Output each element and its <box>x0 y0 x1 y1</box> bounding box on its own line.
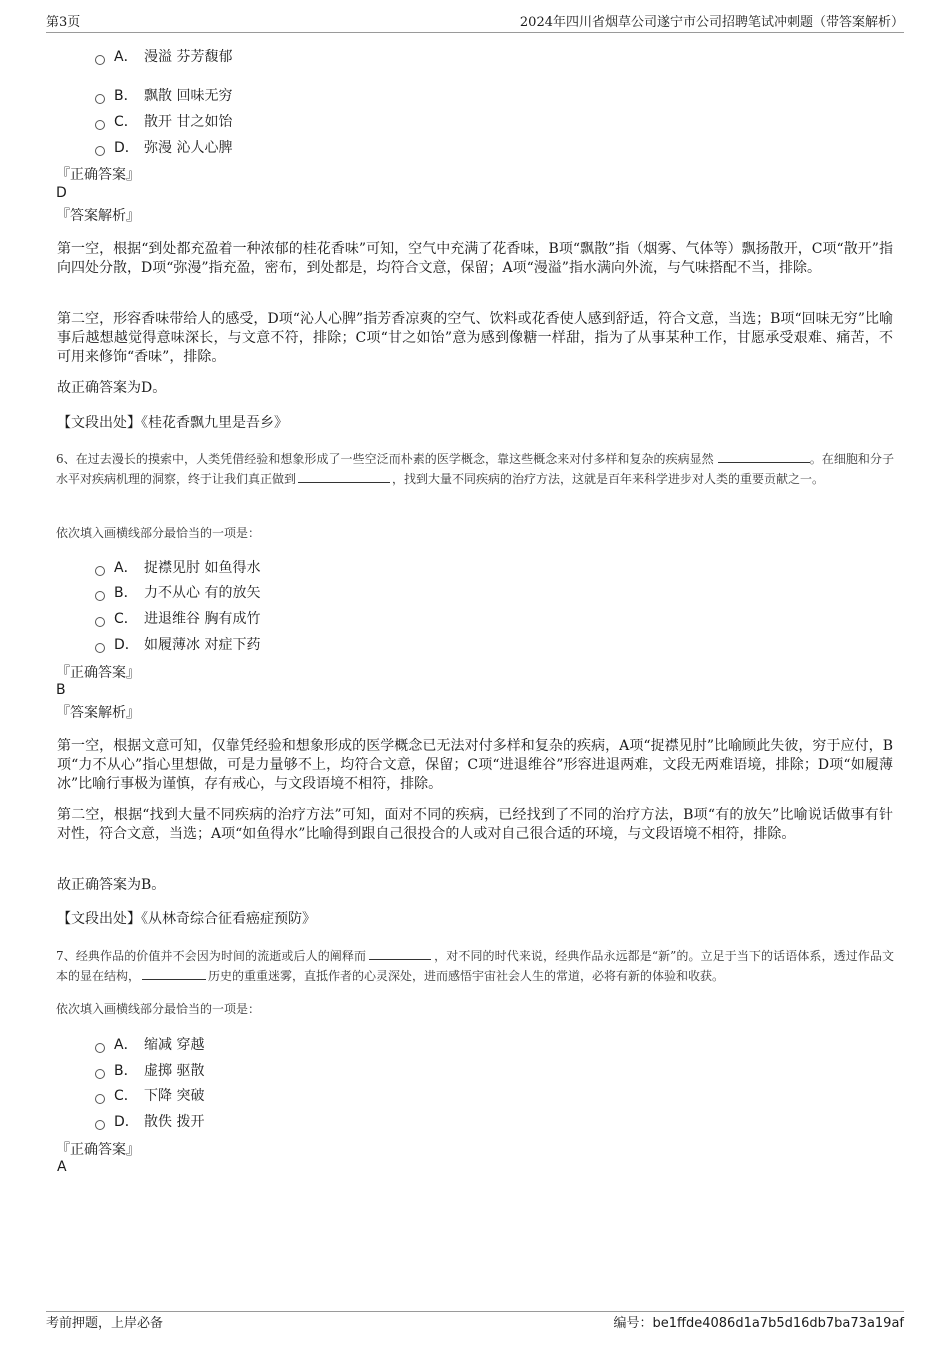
q7-answer-value: A <box>57 1159 67 1175</box>
q7-blank-2 <box>142 967 206 980</box>
code-value: be1ffde4086d1a7b5d16db7ba73a19af <box>652 1316 904 1331</box>
radio-icon[interactable] <box>95 1094 105 1104</box>
q6-blank-2 <box>298 470 390 483</box>
radio-icon[interactable] <box>95 55 105 65</box>
radio-icon[interactable] <box>95 1120 105 1130</box>
q7-option-d[interactable]: D． 散佚 拨开 <box>95 1112 204 1132</box>
q5-analysis-conclusion: 故正确答案为D。 <box>57 380 167 396</box>
q6-option-a[interactable]: A． 捉襟见肘 如鱼得水 <box>95 558 260 578</box>
code-label: 编号： <box>613 1316 653 1331</box>
q5-source: 【文段出处】《桂花香飘九里是吾乡》 <box>57 415 288 431</box>
q7-answer-label: 『正确答案』 <box>56 1142 140 1158</box>
document-title: 2024年四川省烟草公司遂宁市公司招聘笔试冲刺题（带答案解析） <box>519 15 904 30</box>
q6-stem: 6、在过去漫长的摸索中，人类凭借经验和想象形成了一些空泛而朴素的医学概念，靠这些概念来对付多样和复杂的疾病显然 。在细胞和分子水平对疾病机理的洞察，终于让我们真正做到 ，找到大量不同疾病的治疗方法，这就是百年来科学进步对人类的重要贡献之一。 <box>56 452 894 486</box>
q7-blank-1 <box>369 947 431 960</box>
radio-icon[interactable] <box>95 643 105 653</box>
q6-option-c[interactable]: C． 进退维谷 胸有成竹 <box>95 609 260 629</box>
q6-option-b[interactable]: B． 力不从心 有的放矢 <box>95 583 260 603</box>
q5-analysis-label: 『答案解析』 <box>56 208 140 224</box>
q6-analysis-conclusion: 故正确答案为B。 <box>57 877 166 893</box>
radio-icon[interactable] <box>95 566 105 576</box>
q7-option-a[interactable]: A． 缩减 穿越 <box>95 1035 204 1055</box>
page-header <box>46 14 904 33</box>
q7-option-c[interactable]: C． 下降 突破 <box>95 1086 204 1106</box>
radio-icon[interactable] <box>95 591 105 601</box>
page-number: 第3页 <box>46 15 81 30</box>
page-footer <box>46 1311 904 1331</box>
q6-analysis-label: 『答案解析』 <box>56 705 140 721</box>
q5-option-b[interactable]: B． 飘散 回味无穷 <box>95 86 232 106</box>
footer-slogan: 考前押题，上岸必备 <box>46 1316 164 1331</box>
q5-answer-value: D <box>56 185 67 201</box>
radio-icon[interactable] <box>95 617 105 627</box>
q5-answer-label: 『正确答案』 <box>56 167 140 183</box>
q6-source: 【文段出处】《从林奇综合征看癌症预防》 <box>57 911 316 927</box>
q5-option-c[interactable]: C． 散开 甘之如饴 <box>95 112 232 132</box>
q6-analysis-paragraph-1: 第一空，根据文意可知，仅靠凭经验和想象形成的医学概念已无法对付多样和复杂的疾病，A项“捉襟见肘”比喻顾此失彼，穷于应付，B项“力不从心”指心里想做，可是力量够不上，均符合文意，保留；C项“进退维谷”形容进退两难，文段无两难语境，排除；D项“如履薄冰”比喻行事极为谨慎，存有戒心，与文段语境不相符，排除。 <box>57 738 893 792</box>
q5-analysis-paragraph-2: 第二空，形容香味带给人的感受，D项“沁人心脾”指芳香凉爽的空气、饮料或花香使人感到舒适，符合文意，当选；B项“回味无穷”比喻事后越想越觉得意味深长，与文意不符，排除；C项“甘之如饴”意为感到像糖一样甜，指为了从事某种工作，甘愿承受艰难、痛苦，不可用来修饰“香味”，排除。 <box>57 311 893 365</box>
q6-analysis-paragraph-2: 第二空，根据“找到大量不同疾病的治疗方法”可知，面对不同的疾病，已经找到了不同的治疗方法，B项“有的放矢”比喻说话做事有针对性，符合文意，当选；A项“如鱼得水”比喻得到跟自己很投合的人或对自己很合适的环境，与文段语境不相符，排除。 <box>57 807 893 842</box>
q6-answer-value: B <box>56 682 66 698</box>
q7-option-b[interactable]: B． 虚掷 驱散 <box>95 1061 204 1081</box>
q6-instruction: 依次填入画横线部分最恰当的一项是： <box>56 526 261 540</box>
radio-icon[interactable] <box>95 146 105 156</box>
radio-icon[interactable] <box>95 94 105 104</box>
q5-analysis-paragraph-1: 第一空，根据“到处都充盈着一种浓郁的桂花香味”可知，空气中充满了花香味，B项“飘散”指（烟雾、气体等）飘扬散开，C项“散开”指向四处分散，D项“弥漫”指充盈，密布，到处都是，均符合文意，保留；A项“漫溢”指水满向外流，与气味搭配不当，排除。 <box>57 241 893 276</box>
q5-option-d[interactable]: D． 弥漫 沁人心脾 <box>95 138 232 158</box>
q5-option-a[interactable]: A． 漫溢 芬芳馥郁 <box>95 47 232 67</box>
q6-option-d[interactable]: D． 如履薄冰 对症下药 <box>95 635 260 655</box>
q7-stem: 7、经典作品的价值并不会因为时间的流逝或后人的阐释而 ，对不同的时代来说，经典作品永远都是“新”的。立足于当下的话语体系，透过作品文本的显在结构， 历史的重重迷雾，直抵作者的心灵深处，进而感悟宇宙社会人生的常道，必将有新的体验和收获。 <box>56 949 894 983</box>
radio-icon[interactable] <box>95 1069 105 1079</box>
q7-instruction: 依次填入画横线部分最恰当的一项是： <box>56 1002 261 1016</box>
radio-icon[interactable] <box>95 120 105 130</box>
q6-blank-1 <box>718 450 810 463</box>
document-code <box>614 1315 905 1333</box>
radio-icon[interactable] <box>95 1043 105 1053</box>
q6-answer-label: 『正确答案』 <box>56 665 140 681</box>
